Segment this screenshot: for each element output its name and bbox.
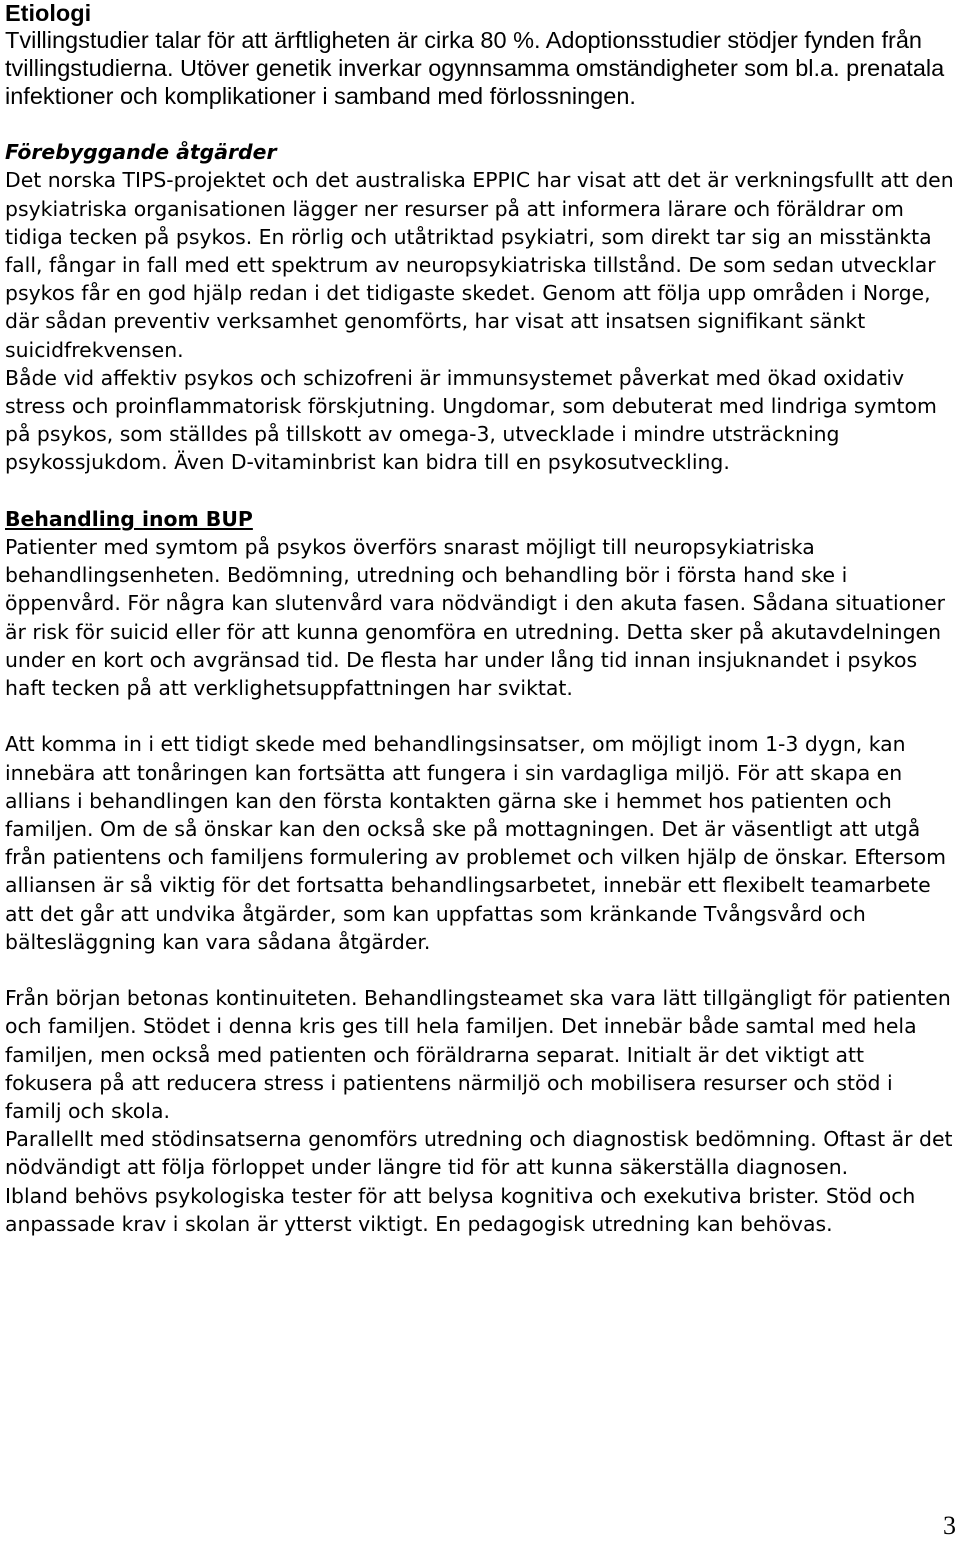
tidigt-skede-paragraph: Att komma in i ett tidigt skede med behandlingsinsatser, om möjligt inom 1-3 dygn, kan innebära att tonåringen kan fortsätta att fungera i sin vardagliga miljö. För att skapa en allians i behandlingen kan den första kontakten gärna ske i hemmet hos patienten och familjen. Om de så önskar kan den också ske på mottagningen. Det är väsentligt att utgå från patientens och familjens formulering av problemet och vilken hjälp de önskar. Eftersom alliansen är så viktig för det fortsatta behandlingsarbetet, innebär ett flexibelt teamarbete att det går att undvika åtgärder, som kan uppfattas som kränkande Tvångsvård och bältesläggning kan vara sådana åtgärder. [5, 732, 946, 954]
forebyggande-section [5, 138, 955, 476]
etiologi-paragraph: Tvillingstudier talar för att ärftligheten är cirka 80 %. Adoptionsstudier stödjer fynden från tvillingstudierna. Utöver genetik inverkar ogynnsamma omständigheter som bl.a. prenatala infektioner och komplikationer i samband med förlossningen. [5, 27, 945, 109]
kontinuitet-section [5, 984, 955, 1238]
tidigt-skede-section [5, 730, 955, 956]
spacer [5, 110, 955, 138]
forebyggande-paragraph-1: Det norska TIPS-projektet och det australiska EPPIC har visat att det är verkningsfullt att den psykiatriska organisationen lägger ner resurser på att informera lärare och föräldrar om tidiga tecken på psykos. En rörlig och utåtriktad psykiatri, som direkt tar sig an misstänkta fall, fångar in fall med ett spektrum av neuropsykiatriska tillstånd. De som sedan utvecklar psykos får en god hjälp redan i det tidigaste skedet. Genom att följa upp områden i Norge, där sådan preventiv verksamhet genomförts, har visat att insatsen signifikant sänkt suicidfrekvensen. [5, 168, 954, 362]
behandling-heading: Behandling inom BUP [5, 506, 253, 531]
page-number: 3 [943, 1511, 956, 1540]
kontinuitet-paragraph-1: Från början betonas kontinuiteten. Behandlingsteamet ska vara lätt tillgängligt för patienten och familjen. Stödet i denna kris ges till hela familjen. Det innebär både samtal med hela familjen, men också med patienten och föräldrarna separat. Initialt är det viktigt att fokusera på att reducera stress i patientens närmiljö och mobilisera resurser och stöd i familj och skola. [5, 986, 951, 1124]
document-page [5, 0, 955, 1238]
etiologi-heading: Etiologi [5, 0, 92, 26]
spacer [5, 956, 955, 984]
kontinuitet-paragraph-2: Parallellt med stödinsatserna genomförs utredning och diagnostisk bedömning. Oftast är det nödvändigt att följa förloppet under längre tid för att kunna säkerställa diagnosen. [5, 1127, 953, 1180]
spacer [5, 477, 955, 505]
etiologi-section [5, 0, 955, 110]
forebyggande-heading: Förebyggande åtgärder [5, 140, 277, 165]
behandling-paragraph-1: Patienter med symtom på psykos överförs snarast möjligt till neuropsykiatriska behandlingsenheten. Bedömning, utredning och behandling bör i första hand ske i öppenvård. För några kan slutenvård vara nödvändigt i den akuta fasen. Sådana situationer är risk för suicid eller för att kunna genomföra en utredning. Detta sker på akutavdelningen under en kort och avgränsad tid. De flesta har under lång tid innan insjuknandet i psykos haft tecken på att verklighetsuppfattningen har sviktat. [5, 535, 946, 701]
behandling-section [5, 505, 955, 702]
kontinuitet-paragraph-3: Ibland behövs psykologiska tester för att belysa kognitiva och exekutiva brister. Stöd och anpassade krav i skolan är ytterst viktigt. En pedagogisk utredning kan behövas. [5, 1183, 916, 1236]
spacer [5, 702, 955, 730]
forebyggande-paragraph-2: Både vid affektiv psykos och schizofreni är immunsystemet påverkat med ökad oxidativ stress och proinflammatorisk förskjutning. Ungdomar, som debuterat med lindriga symtom på psykos, som ställdes på tillskott av omega-3, utvecklade i mindre utsträckning psykossjukdom. Även D-vitaminbrist kan bidra till en psykosutveckling. [5, 365, 937, 475]
